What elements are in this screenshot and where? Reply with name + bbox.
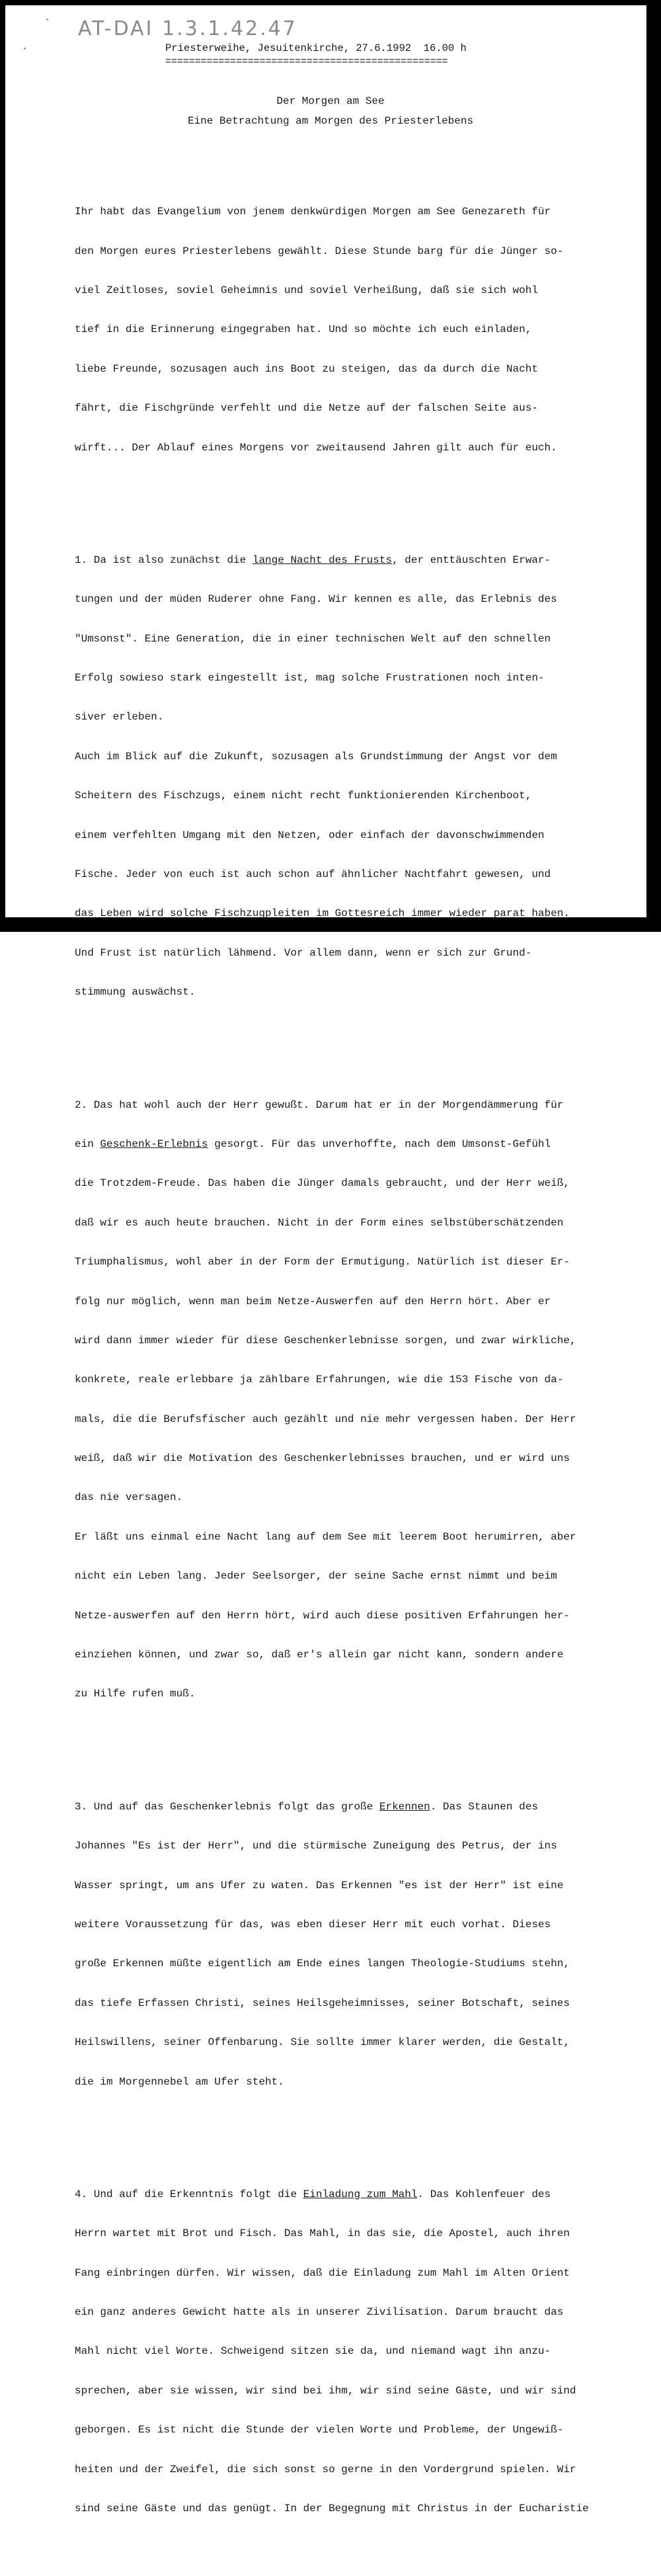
body-text (75, 153, 617, 2576)
intro-paragraph (75, 180, 617, 481)
paragraph-2 (75, 1073, 617, 1727)
text-line: wird dann immer wieder für diese Geschenkerlebnisse sorgen, und zwar wirkliche, (75, 1334, 576, 1347)
text-line: Scheitern des Fischzugs, einem nicht recht funktionierenden Kirchenboot, (75, 790, 532, 802)
text-line: daß wir es auch heute brauchen. Nicht in der Form eines selbstüberschätzenden (75, 1216, 564, 1229)
text-line: konkrete, reale erlebbare ja zählbare Erfahrungen, wie die 153 Fische von da- (75, 1374, 564, 1386)
text-line: heiten und der Zweifel, die sich sonst so gerne in den Vordergrund spielen. Wir (75, 2463, 576, 2475)
text-line: 4. Und auf die Erkenntnis folgt die Einladung zum Mahl. Das Kohlenfeuer des (75, 2188, 551, 2200)
text-line: einem verfehlten Umgang mit den Netzen, oder einfach der davonschwimmenden (75, 829, 545, 841)
paragraph-1 (75, 528, 617, 1025)
text-line: siver erleben. (75, 711, 164, 724)
text-line: Wasser springt, um ans Ufer zu waten. Das Erkennen "es ist der Herr" ist eine (75, 1879, 564, 1891)
scan-speck (46, 19, 48, 21)
text-line: weiß, daß wir die Motivation des Geschenkerlebnisses brauchen, und er wird uns (75, 1452, 570, 1465)
text-line: Ihr habt das Evangelium von jenem denkwürdigen Morgen am See Genezareth für (75, 206, 551, 218)
text-line: mals, die die Berufsfischer auch gezählt und nie mehr vergessen haben. Der Herr (75, 1413, 576, 1425)
text-line: zu Hilfe rufen muß. (75, 1688, 196, 1700)
text-line: das tiefe Erfassen Christi, seines Heilsgeheimnisses, seiner Botschaft, seines (75, 1997, 570, 2009)
paragraph-4 (75, 2162, 617, 2542)
underlined-phrase: lange Nacht des Frusts (252, 554, 393, 566)
text-line: Triumphalismus, wohl aber in der Form der Ermutigung. Natürlich ist dieser Er- (75, 1256, 570, 1268)
text-line: Netze-auswerfen auf den Herrn hört, wird auch diese positiven Erfahrungen her- (75, 1609, 570, 1622)
text-line: die im Morgennebel am Ufer steht. (75, 2075, 284, 2088)
text-line: wirft... Der Ablauf eines Morgens vor zweitausend Jahren gilt auch für euch. (75, 441, 557, 454)
text-line: fährt, die Fischgründe verfehlt und die Netze auf der falschen Seite aus- (75, 402, 538, 415)
text-line: ein Geschenk-Erlebnis gesorgt. Für das unverhoffte, nach dem Umsonst-Gefühl (75, 1138, 551, 1150)
document-title: Der Morgen am See (276, 95, 385, 107)
text-line: liebe Freunde, sozusagen auch ins Boot zu steigen, das da durch die Nacht (75, 362, 538, 375)
text-line: nicht ein Leben lang. Jeder Seelsorger, der seine Sache ernst nimmt und beim (75, 1570, 557, 1583)
text-line: die Trotzdem-Freude. Das haben die Jünger damals gebraucht, und der Herr weiß, (75, 1177, 570, 1190)
text-line: viel Zeitloses, soviel Geheimnis und soviel Verheißung, daß sie sich wohl (75, 284, 538, 296)
text-line: Fische. Jeder von euch ist auch schon auf ähnlicher Nachtfahrt gewesen, und (75, 868, 551, 881)
text-line: Mahl nicht viel Worte. Schweigend sitzen sie da, und niemand wagt ihn anzu- (75, 2345, 551, 2358)
paragraph-3 (75, 1774, 617, 2115)
text-line: Er läßt uns einmal eine Nacht lang auf dem See mit leerem Boot herumirren, aber (75, 1530, 576, 1543)
underlined-phrase: Erkennen (379, 1800, 430, 1813)
text-line: sprechen, aber sie wissen, wir sind bei ihm, wir sind seine Gäste, und wir sind (75, 2384, 576, 2397)
text-line: stimmung auswächst. (75, 986, 196, 999)
underlined-phrase: Einladung zum Mahl (303, 2188, 418, 2200)
text-line: 1. Da ist also zunächst die lange Nacht des Frusts, der enttäuschten Erwar- (75, 554, 551, 566)
text-line: Erfolg sowieso stark eingestellt ist, mag solche Frustrationen noch inten- (75, 672, 545, 685)
archive-signature: AT-DAI 1.3.1.42.47 (78, 17, 297, 40)
text-line: das Leben wird solche Fischzugpleiten im Gottesreich immer wieder parat haben. (75, 907, 570, 920)
text-line: Herrn wartet mit Brot und Fisch. Das Mahl, in das sie, die Apostel, auch ihren (75, 2227, 570, 2240)
text-line: Und Frust ist natürlich lähmend. Vor allem dann, wenn er sich zur Grund- (75, 946, 532, 959)
text-line: Auch im Blick auf die Zukunft, sozusagen als Grundstimmung der Angst vor dem (75, 750, 557, 763)
text-line: tief in die Erinnerung eingegraben hat. Und so möchte ich euch einladen, (75, 323, 532, 336)
text-line: weitere Voraussetzung für das, was eben dieser Herr mit euch vorhat. Dieses (75, 1918, 551, 1931)
scan-speck (24, 48, 26, 50)
text-line: Heilswillens, seiner Offenbarung. Sie sollte immer klarer werden, die Gestalt, (75, 2036, 570, 2049)
text-line: "Umsonst". Eine Generation, die in einer technischen Welt auf den schnellen (75, 632, 551, 645)
text-line: Fang einbringen dürfen. Wir wissen, daß die Einladung zum Mahl im Alten Orient (75, 2266, 570, 2279)
text-line: tungen und der müden Ruderer ohne Fang. Wir kennen es alle, das Erlebnis des (75, 593, 557, 606)
header-rule: ================================================ (165, 56, 448, 67)
text-line: Johannes "Es ist der Herr", und die stürmische Zuneigung des Petrus, der ins (75, 1840, 557, 1852)
text-line: große Erkennen müßte eigentlich am Ende eines langen Theologie-Studiums stehn, (75, 1958, 570, 1970)
text-line: folg nur möglich, wenn man beim Netze-Auswerfen auf den Herrn hört. Aber er (75, 1295, 551, 1308)
text-line: einziehen können, und zwar so, daß er's allein gar nicht kann, sondern andere (75, 1649, 564, 1661)
text-line: den Morgen eures Priesterlebens gewählt. Diese Stunde barg für die Jünger so- (75, 245, 564, 257)
underlined-phrase: Geschenk-Erlebnis (100, 1138, 208, 1150)
text-line: geborgen. Es ist nicht die Stunde der vielen Worte und Probleme, der Ungewiß- (75, 2424, 564, 2436)
document-subtitle: Eine Betrachtung am Morgen des Priesterlebens (187, 115, 474, 127)
text-line: 2. Das hat wohl auch der Herr gewußt. Darum hat er in der Morgendämmerung für (75, 1099, 564, 1111)
text-line: 3. Und auf das Geschenkerlebnis folgt das große Erkennen. Das Staunen des (75, 1800, 538, 1813)
text-line: ein ganz anderes Gewicht hatte als in unserer Zivilisation. Darum braucht das (75, 2306, 564, 2319)
event-header: Priesterweihe, Jesuitenkirche, 27.6.1992 16.00 h (165, 42, 467, 54)
text-line: sind seine Gäste und das genügt. In der Begegnung mit Christus in der Eucharistie (75, 2503, 589, 2515)
text-line: das nie versagen. (75, 1491, 183, 1504)
